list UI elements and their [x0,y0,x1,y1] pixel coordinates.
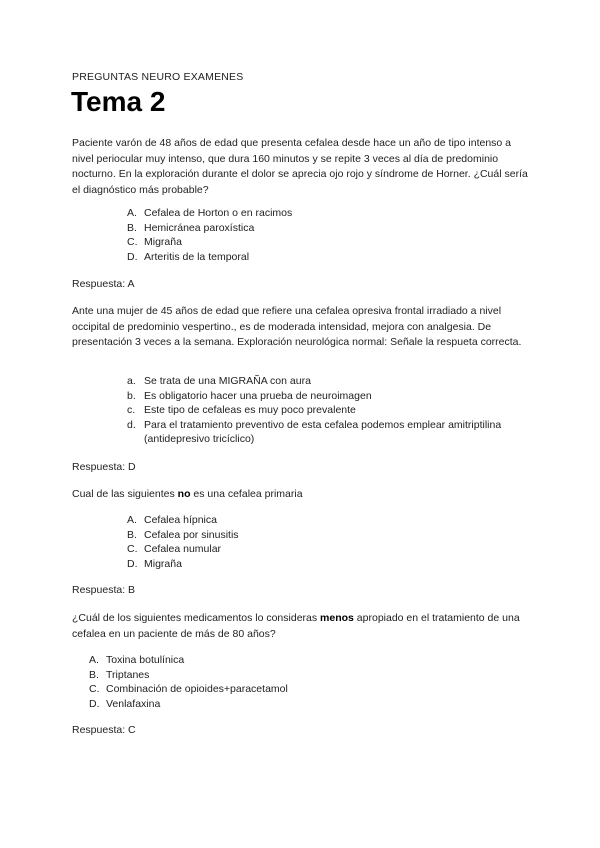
question-2-option-d: d. Para el tratamiento preventivo de esta cefalea podemos emplear amitriptilina (antidepresivo tricíclico) [127,418,502,445]
question-1-answer: Respuesta: A [72,278,135,290]
question-2-option-c: c. Este tipo de cefaleas es muy poco prevalente [127,404,356,416]
question-4-emphasis: menos [320,612,354,624]
question-3-option-c: C. Cefalea numular [127,543,222,555]
question-4-text: ¿Cuál de los siguientes medicamentos lo consideras menos apropiado en el tratamiento de una cefalea en un paciente de más de 80 años? [72,612,520,640]
question-1-option-d: D. Arteritis de la temporal [127,250,250,263]
question-3-option-a: A. Cefalea hípnica [127,514,217,526]
page-title: Tema 2 [71,86,166,117]
question-1-text: Paciente varón de 48 años de edad que presenta cefalea desde hace un año de tipo intenso a nivel periocular muy intenso, que dura 160 minutos y se repite 3 veces al día de predominio nocturno. En la exploración durante el dolor se aprecia ojo rojo y síndrome de Horner. ¿Cuál sería el diagnóstico más probable? [72,137,528,196]
question-1-options [127,206,527,264]
question-4-options [89,653,489,711]
question-3-text: Cual de las siguientes no es una cefalea primaria [72,488,303,500]
question-1-option-a: A. Cefalea de Horton o en racimos [127,207,293,219]
question-1-option-c: C. Migraña [127,236,182,248]
question-3-answer: Respuesta: B [72,584,136,596]
question-4-option-b: B. Triptanes [89,668,150,681]
question-2-answer: Respuesta: D [72,461,136,473]
question-3-option-d: D. Migraña [127,557,182,570]
question-4-option-c: C. Combinación de opioides+paracetamol [89,683,288,695]
question-3-emphasis: no [177,488,191,500]
question-2-option-b: b. Es obligatorio hacer una prueba de neuroimagen [127,389,372,402]
question-2-option-a: a. Se trata de una MIGRAÑA con aura [127,375,311,387]
question-4-option-d: D. Venlafaxina [89,697,161,710]
question-1-option-b: B. Hemicránea paroxística [127,221,255,234]
document-header: PREGUNTAS NEURO EXAMENES [72,71,244,83]
question-3-options [127,513,527,571]
question-2-options [127,374,527,447]
question-2-text: Ante una mujer de 45 años de edad que refiere una cefalea opresiva frontal irradiado a nivel occipital de predominio vespertino., es de moderada intensidad, mejora con analgesia. De presentación 3 veces a la semana. Exploración neurológica normal: Señale la respueta correcta. [72,305,522,348]
question-4-answer: Respuesta: C [72,724,136,736]
question-4-option-a: A. Toxina botulínica [89,654,185,666]
question-3-option-b: B. Cefalea por sinusitis [127,528,239,541]
